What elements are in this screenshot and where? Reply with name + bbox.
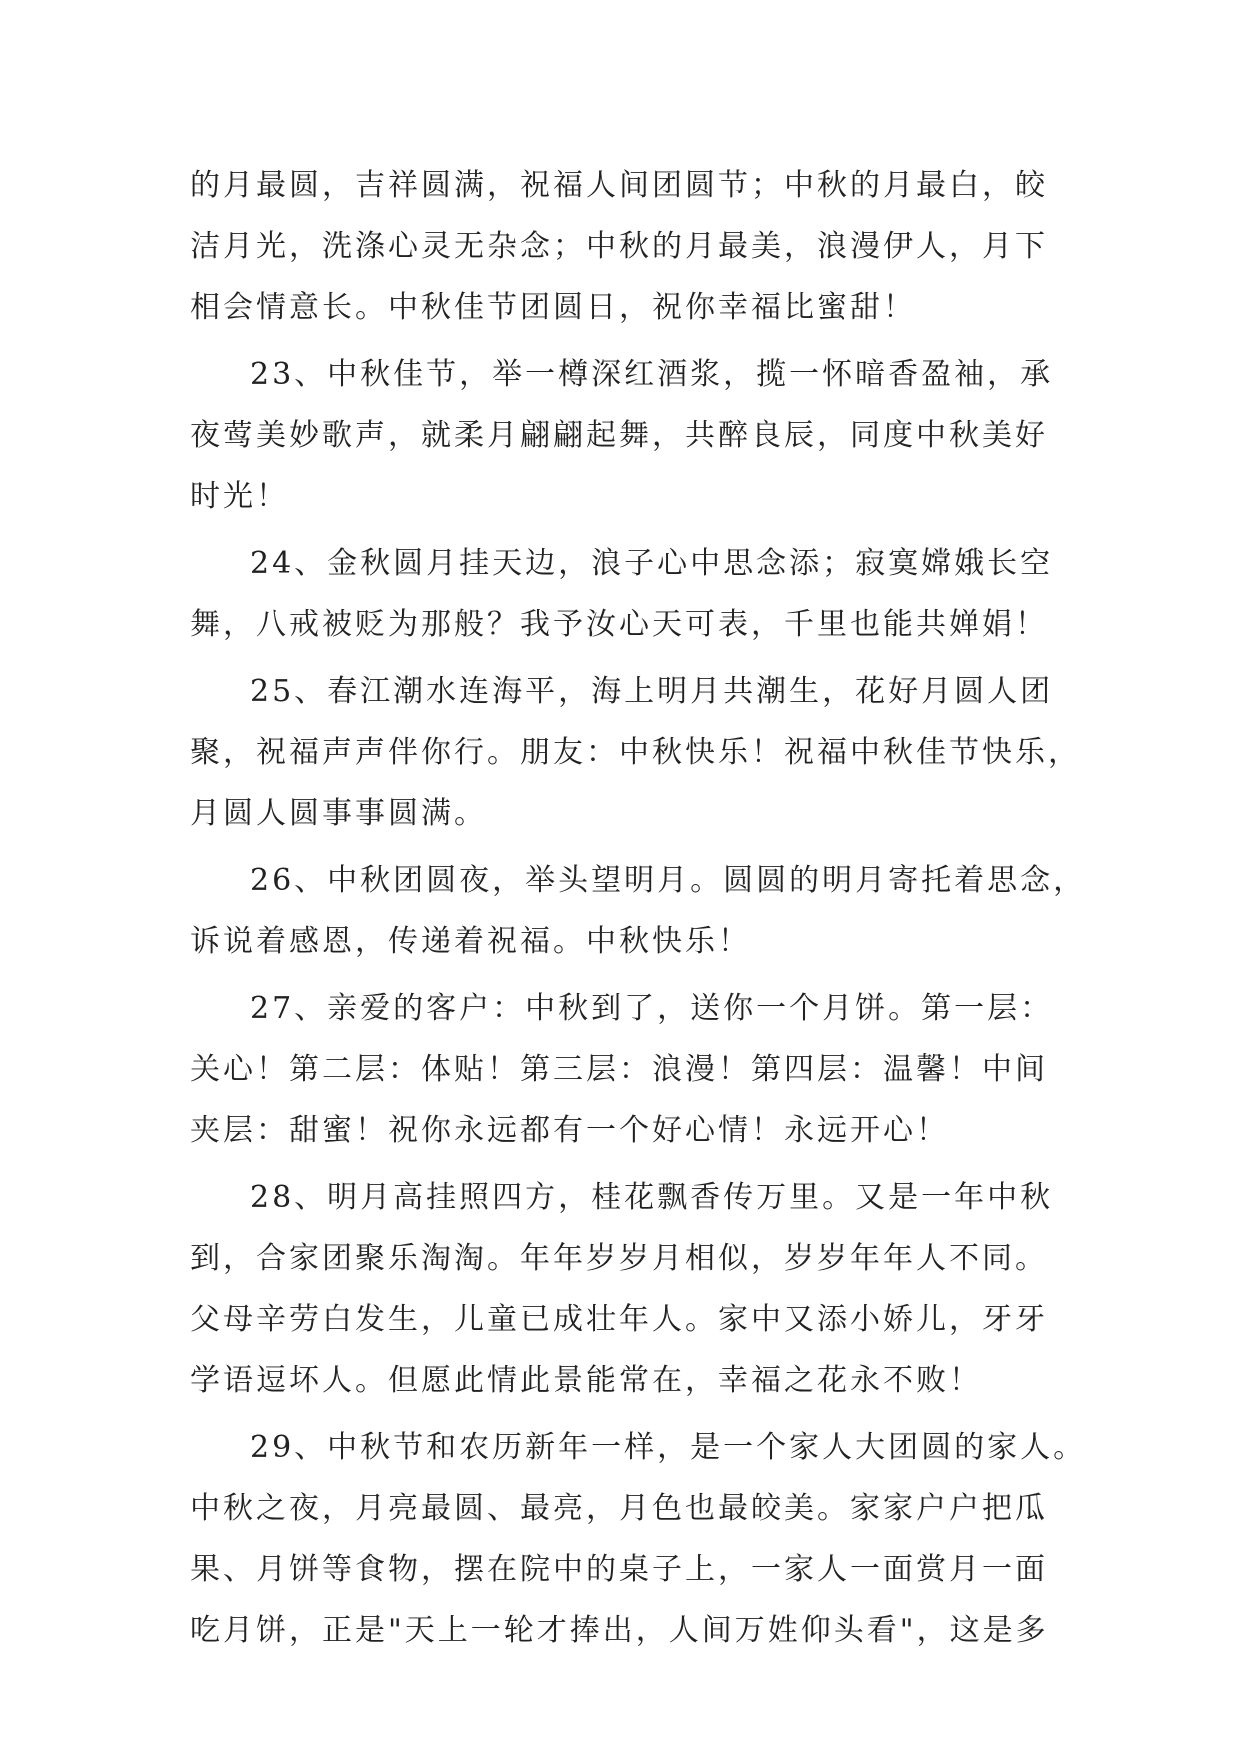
- text-line: 关心！第二层：体贴！第三层：浪漫！第四层：温馨！中间: [190, 1052, 1048, 1087]
- text-line: 父母辛劳白发生，儿童已成壮年人。家中又添小娇儿，牙牙: [190, 1302, 1048, 1337]
- text-line: 到，合家团聚乐淘淘。年年岁岁月相似，岁岁年年人不同。: [190, 1241, 1048, 1276]
- paragraph-23-start: 23、中秋佳节，举一樽深红酒浆，揽一怀暗香盈袖，承: [250, 357, 1054, 392]
- paragraph-28-start: 28、明月高挂照四方，桂花飘香传万里。又是一年中秋: [250, 1180, 1054, 1215]
- text-line: 相会情意长。中秋佳节团圆日，祝你幸福比蜜甜！: [190, 290, 916, 325]
- text-line: 夜莺美妙歌声，就柔月翩翩起舞，共醉良辰，同度中秋美好: [190, 418, 1048, 453]
- text-line: 月圆人圆事事圆满。: [190, 796, 487, 831]
- text-line: 中秋之夜，月亮最圆、最亮，月色也最皎美。家家户户把瓜: [190, 1491, 1048, 1526]
- text-line: 时光！: [190, 479, 289, 514]
- text-line: 聚，祝福声声伴你行。朋友：中秋快乐！祝福中秋佳节快乐，: [190, 735, 1081, 770]
- paragraph-24-start: 24、金秋圆月挂天边，浪子心中思念添；寂寞嫦娥长空: [250, 546, 1054, 581]
- text-line: 诉说着感恩，传递着祝福。中秋快乐！: [190, 924, 751, 959]
- paragraph-25-start: 25、春江潮水连海平，海上明月共潮生，花好月圆人团: [250, 674, 1054, 709]
- paragraph-29-start: 29、中秋节和农历新年一样，是一个家人大团圆的家人。: [250, 1430, 1087, 1465]
- text-line: 洁月光，洗涤心灵无杂念；中秋的月最美，浪漫伊人，月下: [190, 229, 1048, 264]
- text-line: 夹层：甜蜜！祝你永远都有一个好心情！永远开心！: [190, 1113, 949, 1148]
- text-line: 舞，八戒被贬为那般？我予汝心天可表，千里也能共婵娟！: [190, 607, 1048, 642]
- text-line: 吃月饼，正是"天上一轮才捧出，人间万姓仰头看"，这是多: [190, 1613, 1049, 1648]
- text-line: 的月最圆，吉祥圆满，祝福人间团圆节；中秋的月最白，皎: [190, 168, 1048, 203]
- paragraph-26-start: 26、中秋团圆夜，举头望明月。圆圆的明月寄托着思念，: [250, 863, 1087, 898]
- document-body: [190, 155, 1087, 1661]
- paragraph-27-start: 27、亲爱的客户：中秋到了，送你一个月饼。第一层：: [250, 991, 1054, 1026]
- text-line: 学语逗坏人。但愿此情此景能常在，幸福之花永不败！: [190, 1363, 982, 1398]
- text-line: 果、月饼等食物，摆在院中的桌子上，一家人一面赏月一面: [190, 1552, 1048, 1587]
